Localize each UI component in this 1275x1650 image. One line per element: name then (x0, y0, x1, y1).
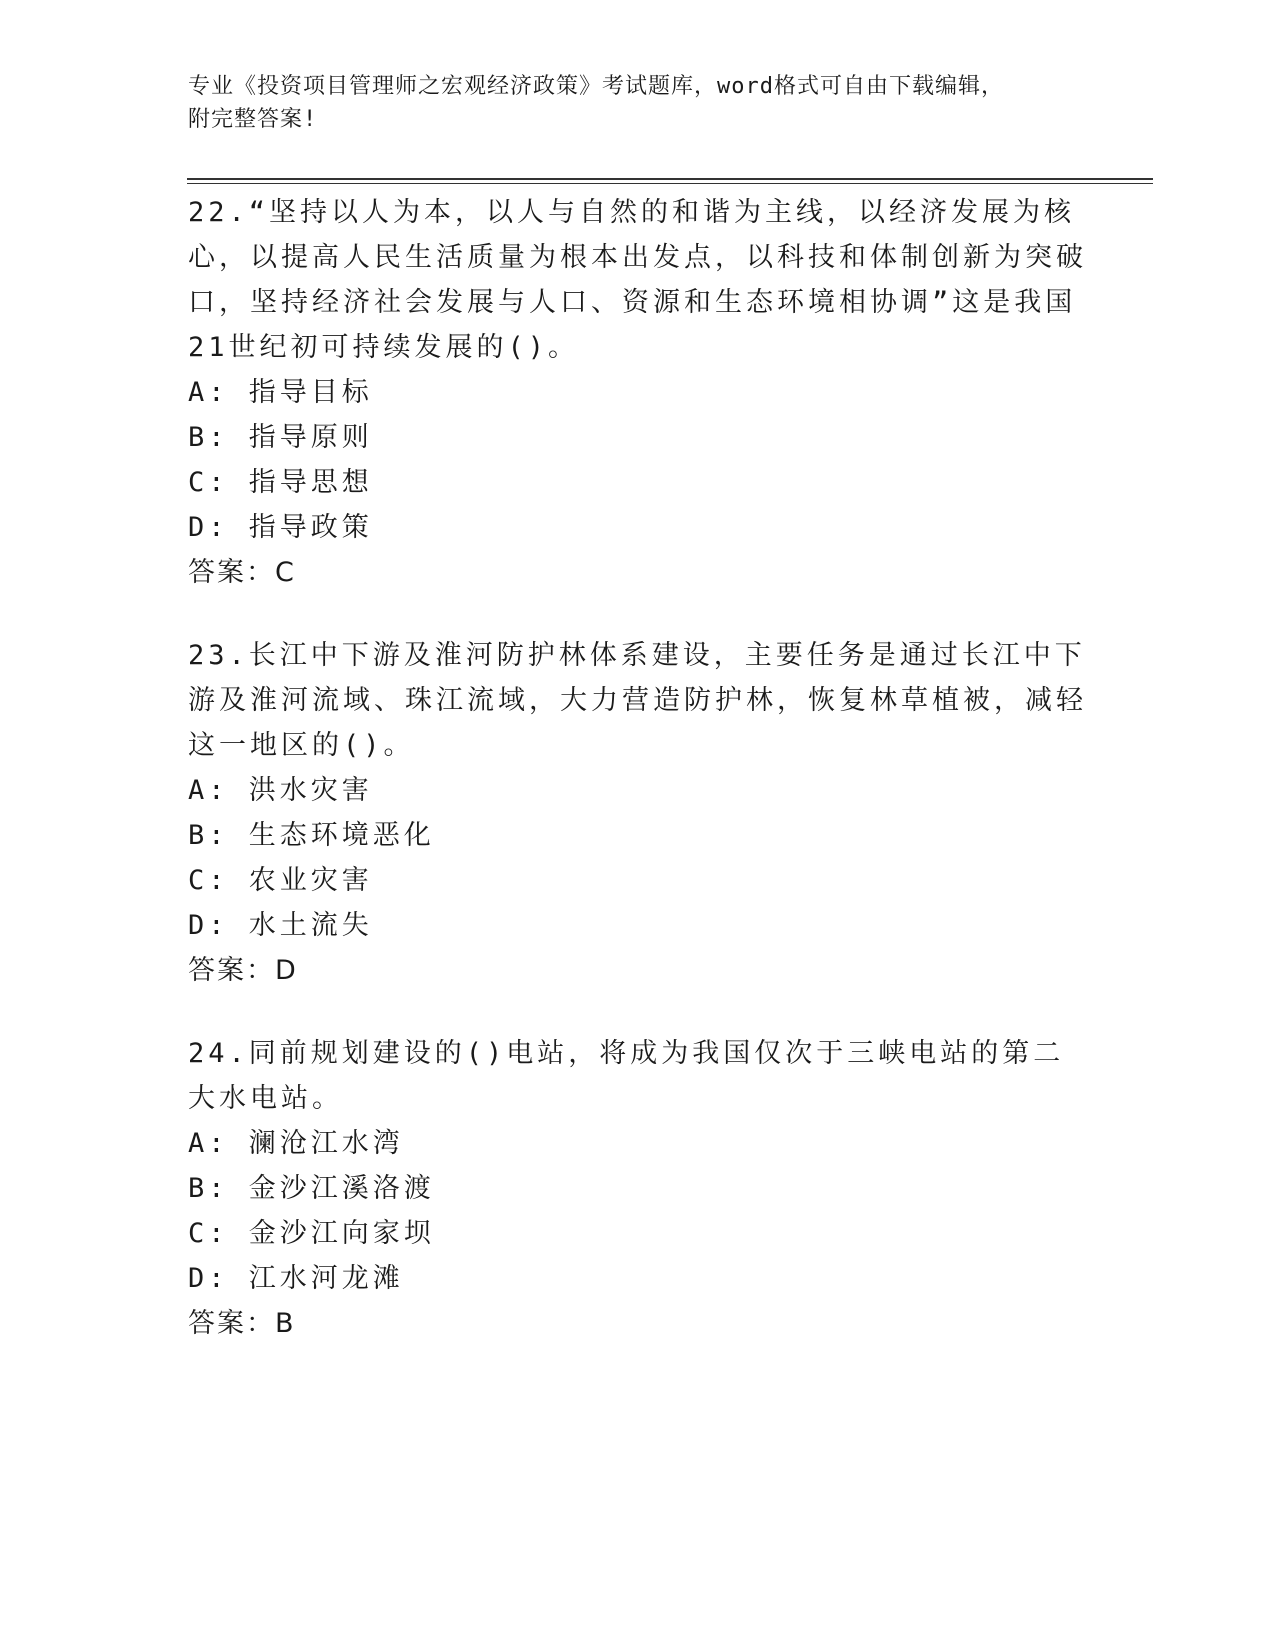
question-list (188, 190, 1088, 1384)
answer: 答案：C (188, 557, 296, 588)
question-text: 24.同前规划建设的()电站，将成为我国仅次于三峡电站的第二大水电站。 (188, 1038, 1065, 1114)
header-line-2: 附完整答案! (188, 107, 318, 132)
option-c: C: 指导思想 (188, 467, 373, 498)
option-c: C: 金沙江向家坝 (188, 1218, 435, 1249)
question-23 (188, 633, 1088, 993)
option-a: A: 澜沧江水湾 (188, 1128, 404, 1159)
option-c: C: 农业灾害 (188, 865, 373, 896)
answer: 答案：D (188, 955, 298, 986)
option-d: D: 江水河龙滩 (188, 1263, 404, 1294)
question-text: 23.长江中下游及淮河防护林体系建设，主要任务是通过长江中下游及淮河流域、珠江流域，大力营造防护林，恢复林草植被，减轻这一地区的()。 (188, 640, 1087, 761)
header-divider-thin (187, 183, 1153, 184)
question-22 (188, 190, 1088, 595)
question-text: 22.“坚持以人为本，以人与自然的和谐为主线，以经济发展为核心，以提高人民生活质量为根本出发点，以科技和体制创新为突破口，坚持经济社会发展与人口、资源和生态环境相协调”这是我国21世纪初可持续发展的()。 (188, 197, 1087, 363)
option-b: B: 指导原则 (188, 422, 373, 453)
option-d: D: 水土流失 (188, 910, 373, 941)
document-header (188, 70, 1088, 136)
question-24 (188, 1031, 1088, 1346)
header-divider-thick (187, 178, 1153, 180)
option-a: A: 指导目标 (188, 377, 373, 408)
option-a: A: 洪水灾害 (188, 775, 373, 806)
header-line-1: 专业《投资项目管理师之宏观经济政策》考试题库，word格式可自由下载编辑， (188, 74, 1004, 99)
option-d: D: 指导政策 (188, 512, 373, 543)
option-b: B: 金沙江溪洛渡 (188, 1173, 435, 1204)
answer: 答案：B (188, 1308, 296, 1339)
option-b: B: 生态环境恶化 (188, 820, 435, 851)
